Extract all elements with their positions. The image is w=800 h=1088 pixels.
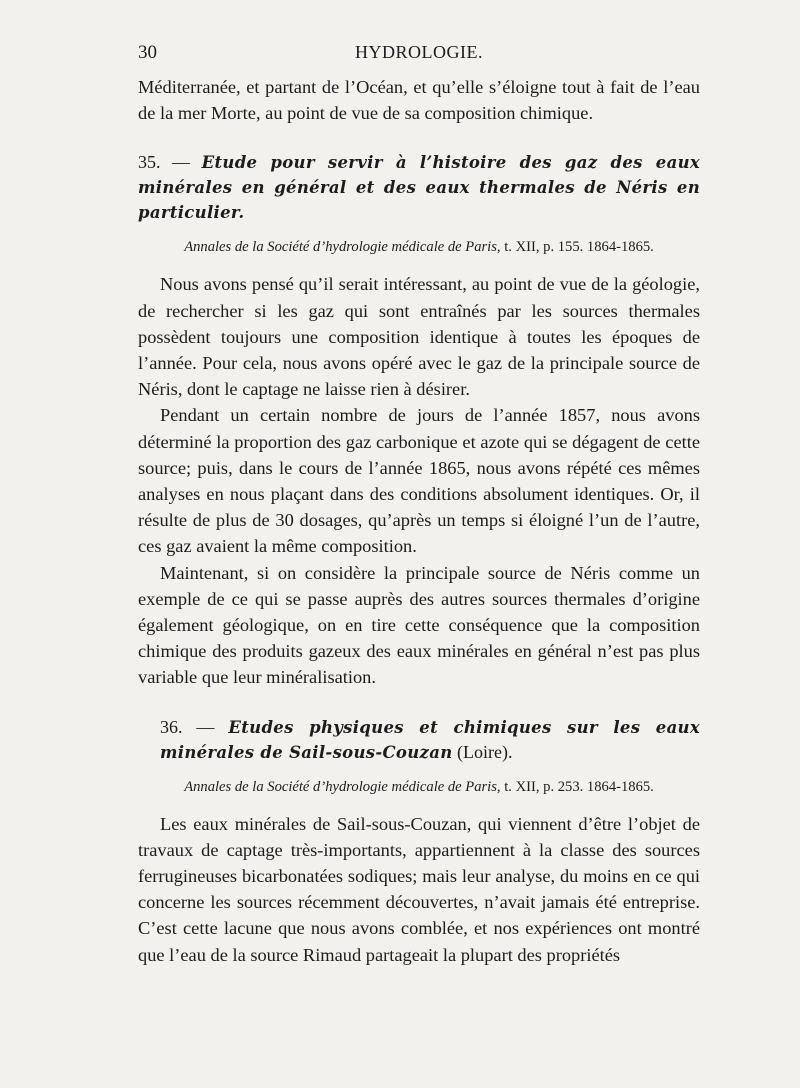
entry-source — [138, 777, 700, 797]
entry-title-text: Etude pour servir à l’histoire des gaz des eaux minérales en général et des eaux thermales de Néris en particulier. — [138, 153, 701, 223]
page-number: 30 — [138, 42, 157, 63]
running-head: HYDROLOGIE. — [355, 42, 483, 62]
page-body — [138, 74, 700, 968]
entry-title — [138, 150, 700, 225]
paragraph: Les eaux minérales de Sail-sous-Couzan, qui viennent d’être l’objet de travaux de captage très-importants, appartiennent à la classe des sources ferrugineuses bicarbonatées sodiques; mais leur analyse, du moins en ce qui concerne les sources récemment découvertes, n’avait jamais été entreprise. C’est cette lacune que nous avons comblée, et nos expériences ont montré que l’eau de la source Rimaud partageait la plupart des propriétés — [138, 813, 700, 965]
entry-number: 35. — — [138, 152, 191, 173]
entry-35 — [138, 150, 700, 690]
entry-source — [138, 237, 700, 257]
opening-paragraph: Méditerranée, et partant de l’Océan, et qu’elle s’éloigne tout à fait de l’eau de la mer Morte, au point de vue de sa composition chimique. — [138, 77, 700, 124]
page-header — [138, 42, 700, 72]
source-reference: t. XII, p. 253. 1864-1865. — [504, 778, 654, 795]
entry-36 — [138, 715, 700, 968]
paragraph: Maintenant, si on considère la principale source de Néris comme un exemple de ce qui se passe auprès des autres sources thermales d’origine également géologique, on en tire cette conséquence que la composition chimique des produits gazeux des eaux minérales en général n’est pas plus variable que leur minéralisation. — [138, 562, 700, 688]
source-reference: t. XII, p. 155. 1864-1865. — [504, 239, 654, 256]
entry-title-text: Etudes physiques et chimiques sur les eaux minérales de Sail-sous-Couzan — [160, 717, 700, 762]
entry-title — [160, 715, 700, 765]
entry-number: 36. — — [160, 716, 215, 737]
paragraph: Pendant un certain nombre de jours de l’année 1857, nous avons déterminé la proportion des gaz carbonique et azote qui se dégagent de cette source; puis, dans le cours de l’année 1865, nous avons répété ces mêmes analyses en nous plaçant dans des conditions absolument identiques. Or, il résulte de plus de 30 dosages, qu’après un temps si éloigné l’un de l’autre, ces gaz avaient la même composition. — [138, 405, 700, 557]
source-journal: Annales de la Société d’hydrologie médicale de Paris, — [184, 239, 501, 256]
source-journal: Annales de la Société d’hydrologie médicale de Paris, — [184, 778, 501, 795]
paragraph: Nous avons pensé qu’il serait intéressant, au point de vue de la géologie, de rechercher si les gaz qui sont entraînés par les sources thermales possèdent toujours une composition identique à toutes les époques de l’année. Pour cela, nous avons opéré avec le gaz de la principale source de Néris, dont le captage ne laisse rien à désirer. — [138, 274, 700, 400]
entry-title-suffix: (Loire). — [452, 741, 513, 762]
